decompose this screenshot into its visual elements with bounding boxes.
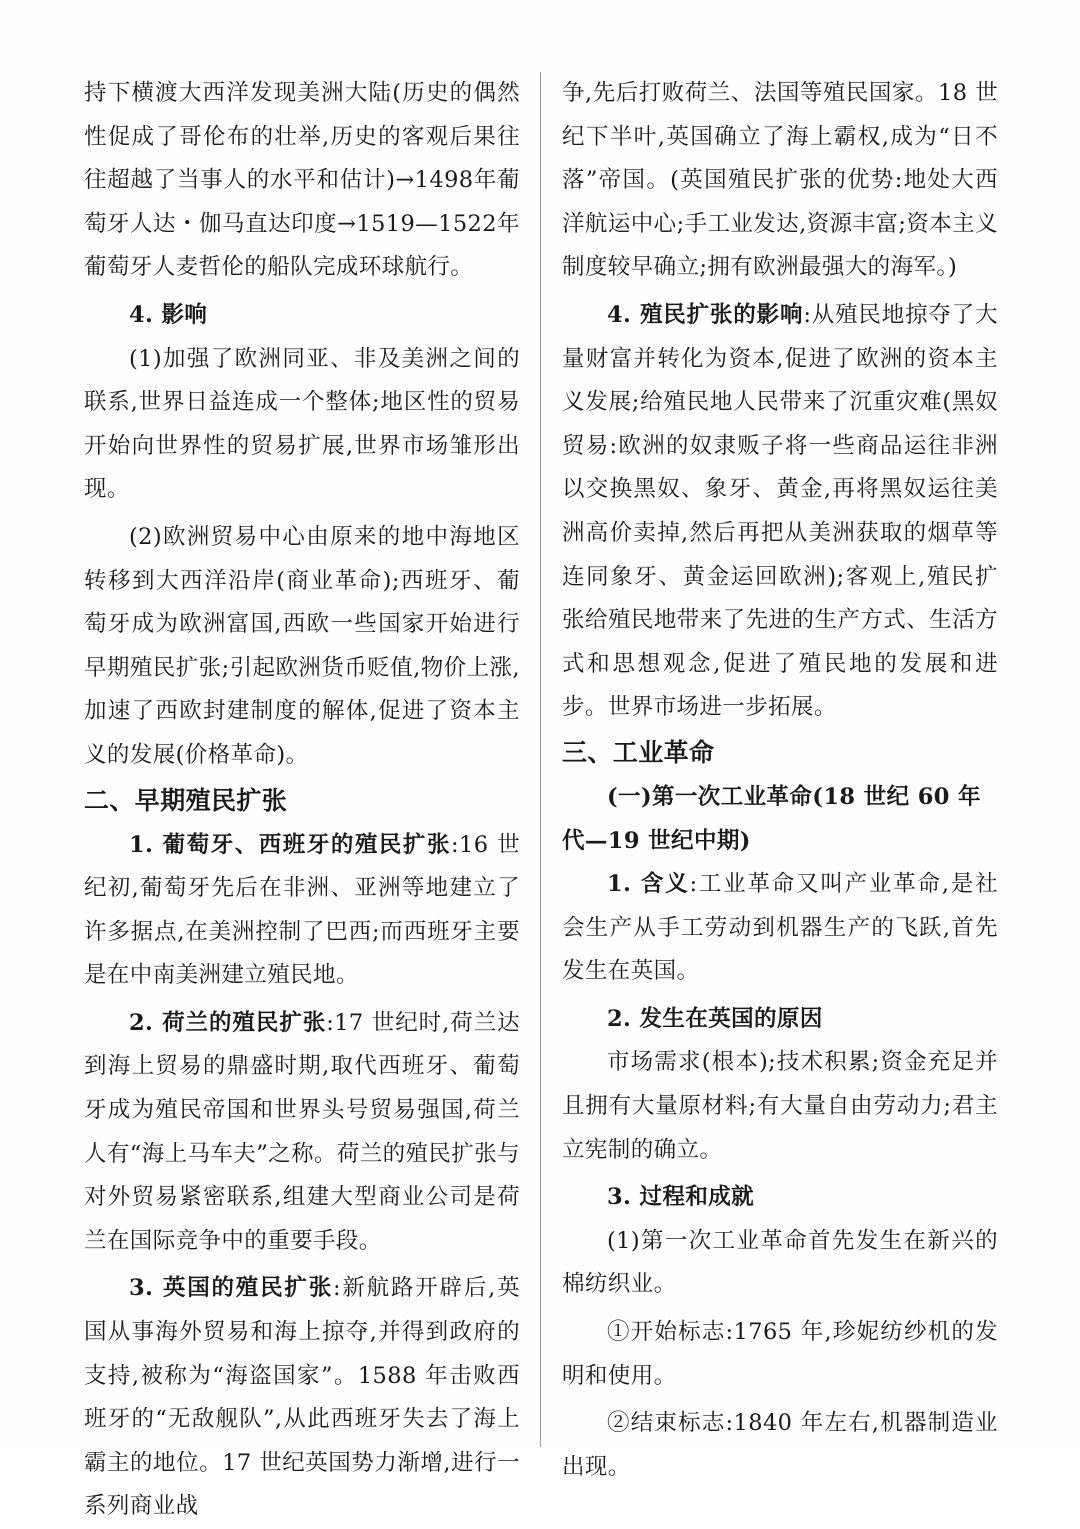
right-column — [562, 72, 998, 1489]
colonial-impact-paragraph — [562, 294, 998, 730]
section-3-title: 三、工业革命 — [562, 737, 715, 767]
section-2-title: 二、早期殖民扩张 — [84, 785, 288, 815]
colonial-impact-body: :从殖民地掠夺了大量财富并转化为资本,促进了欧洲的资本主义发展;给殖民地人民带来了沉重灾难(黑奴贸易:欧洲的奴隶贩子将一些商品运往非洲以交换黑奴、象牙、黄金,再将黑奴运往美洲高价卖掉,然后再把从美洲获取的烟草等连同象牙、黄金运回欧洲);客观上,殖民扩张给殖民地带来了先进的生产方式、生活方式和思想观念,促进了殖民地的发展和进步。世界市场进一步拓展。 — [562, 301, 999, 721]
influence-point-2: (2)欧洲贸易中心由原来的地中海地区转移到大西洋沿岸(商业革命);西班牙、葡萄牙成为欧洲富国,西欧一些国家开始进行早期殖民扩张;引起欧洲货币贬值,物价上涨,加速了西欧封建制度的解体,促进了资本主义的发展(价格革命)。 — [84, 523, 520, 768]
process-start-marker: ①开始标志:1765 年,珍妮纺纱机的发明和使用。 — [562, 1319, 998, 1389]
netherlands-paragraph — [84, 1002, 520, 1264]
netherlands-heading: 2. 荷兰的殖民扩张 — [129, 1009, 327, 1036]
reasons-heading: 2. 发生在英国的原因 — [607, 1005, 823, 1032]
definition-body: :工业革命又叫产业革命,是社会生产从手工劳动到机器生产的飞跃,首先发生在英国。 — [562, 871, 998, 985]
portugal-spain-heading: 1. 葡萄牙、西班牙的殖民扩张 — [129, 831, 451, 858]
definition-paragraph — [562, 863, 998, 994]
intro-paragraph: 持下横渡大西洋发现美洲大陆(历史的偶然性促成了哥伦布的壮举,历史的客观后果往往超越了当事人的水平和估计)→1498年葡萄牙人达・伽马直达印度→1519—1522年葡萄牙人麦哲伦的船队完成环球航行。 — [84, 80, 520, 281]
influence-point-1: (1)加强了欧洲同亚、非及美洲之间的联系,世界日益连成一个整体;地区性的贸易开始向世界性的贸易扩展,世界市场雏形出现。 — [84, 345, 520, 503]
process-heading: 3. 过程和成就 — [607, 1184, 755, 1211]
colonial-impact-heading: 4. 殖民扩张的影响 — [607, 301, 804, 328]
definition-heading: 1. 含义 — [607, 871, 690, 898]
first-industrial-revolution-title: (一)第一次工业革命(18 世纪 60 年代—19 世纪中期) — [562, 783, 981, 854]
portugal-spain-body: :16 世纪初,葡萄牙先后在非洲、亚洲等地建立了许多据点,在美洲控制了巴西;而西班牙主要是在中南美洲建立殖民地。 — [84, 831, 520, 989]
left-column — [84, 72, 520, 1529]
portugal-spain-paragraph — [84, 824, 520, 998]
britain-paragraph — [84, 1267, 520, 1529]
influence-heading: 4. 影响 — [129, 301, 208, 328]
process-point-1: (1)第一次工业革命首先发生在新兴的棉纺织业。 — [562, 1227, 998, 1298]
britain-body: :新航路开辟后,英国从事海外贸易和海上掠夺,并得到政府的支持,被称为“海盗国家”。1588 年击败西班牙的“无敌舰队”,从此西班牙失去了海上霸主的地位。17 世纪英国势力渐增,进行一系列商业战 — [84, 1275, 520, 1520]
britain-heading: 3. 英国的殖民扩张 — [129, 1275, 333, 1302]
process-end-marker: ②结束标志:1840 年左右,机器制造业出现。 — [562, 1410, 998, 1480]
column-divider — [540, 72, 541, 1447]
netherlands-body: :17 世纪时,荷兰达到海上贸易的鼎盛时期,取代西班牙、葡萄牙成为殖民帝国和世界头号贸易强国,荷兰人有“海上马车夫”之称。荷兰的殖民扩张与对外贸易紧密联系,组建大型商业公司是荷兰在国际竞争中的重要手段。 — [84, 1009, 521, 1254]
reasons-body: 市场需求(根本);技术积累;资金充足并且拥有大量原材料;有大量自由劳动力;君主立宪制的确立。 — [562, 1049, 998, 1163]
britain-continued-paragraph: 争,先后打败荷兰、法国等殖民国家。18 世纪下半叶,英国确立了海上霸权,成为“日不落”帝国。(英国殖民扩张的优势:地处大西洋航运中心;手工业发达,资源丰富;资本主义制度较早确立;拥有欧洲最强大的海军。) — [562, 80, 998, 281]
